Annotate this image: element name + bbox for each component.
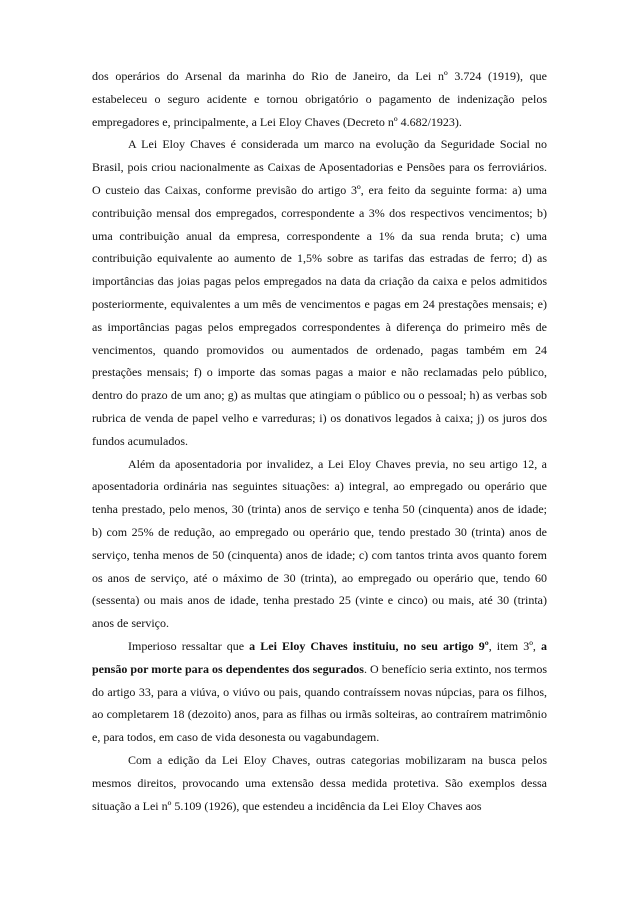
bold-text: a pensão por morte para os dependentes dos segurados xyxy=(92,638,547,676)
document-body xyxy=(92,65,547,817)
bold-text: a Lei Eloy Chaves instituiu, no seu artigo 9º xyxy=(249,638,489,653)
paragraph-text: . O benefício seria extinto, nos termos do artigo 33, para a viúva, o viúvo ou pais, quando contraíssem novas núpcias, para os filhos, ao completarem 18 (dezoito) anos, para as filhas ou irmãs solteiras, ao contraírem matrimônio e, para todos, em caso de vida desonesta ou vagabundagem. xyxy=(92,661,547,745)
paragraph-2 xyxy=(92,133,547,452)
paragraph-text: dos operários do Arsenal da marinha do Rio de Janeiro, da Lei nº 3.724 (1919), que estabeleceu o seguro acidente e tornou obrigatório o pagamento de indenização pelos empregadores e, principalmente, a Lei Eloy Chaves (Decreto nº 4.682/1923). xyxy=(92,69,547,129)
paragraph-1 xyxy=(92,65,547,133)
paragraph-5 xyxy=(92,749,547,817)
paragraph-text: Imperioso ressaltar que xyxy=(128,638,250,653)
paragraph-text: , item 3º, xyxy=(488,638,541,653)
paragraph-text: Com a edição da Lei Eloy Chaves, outras categorias mobilizaram na busca pelos mesmos direitos, provocando uma extensão dessa medida protetiva. São exemplos dessa situação a Lei nº 5.109 (1926), que estendeu a incidência da Lei Eloy Chaves aos xyxy=(92,752,547,813)
paragraph-text: A Lei Eloy Chaves é considerada um marco na evolução da Seguridade Social no Brasil, pois criou nacionalmente as Caixas de Aposentadorias e Pensões para os ferroviários. O custeio das Caixas, conforme previsão do artigo 3º, era feito da seguinte forma: a) uma contribuição mensal dos empregados, correspondente a 3% dos respectivos vencimentos; b) uma contribuição anual da empresa, correspondente a 1% da sua renda bruta; c) uma contribuição equivalente ao aumento de 1,5% sobre as tarifas das estradas de ferro; d) as importâncias das joias pagas pelos empregados na data da criação da caixa e pelos admitidos posteriormente, equivalentes a um mês de vencimentos e pagas em 24 prestações mensais; e) as importâncias pagas pelos empregados correspondentes à diferença do primeiro mês de vencimentos, quando promovidos ou aumentados de ordenado, pagas também em 24 prestações mensais; f) o importe das somas pagas a maior e não reclamadas pelo público, dentro do prazo de um ano; g) as multas que atingiam o público ou o pessoal; h) as verbas sob rubrica de venda de papel velho e varreduras; i) os donativos legados à caixa; j) os juros dos fundos acumulados. xyxy=(92,137,547,448)
paragraph-text: Além da aposentadoria por invalidez, a Lei Eloy Chaves previa, no seu artigo 12, a aposentadoria ordinária nas seguintes situações: a) integral, ao empregado ou operário que tenha prestado, pelo menos, 30 (trinta) anos de serviço e tenha 50 (cinquenta) anos de idade; b) com 25% de redução, ao empregado ou operário que, tendo prestado 30 (trinta) anos de serviço, tenha menos de 50 (cinquenta) anos de idade; c) com tantos trinta avos quanto forem os anos de serviço, até o máximo de 30 (trinta), ao empregado ou operário que, tendo 60 (sessenta) ou mais anos de idade, tenha prestado 25 (vinte e cinco) ou mais, até 30 (trinta) anos de serviço. xyxy=(92,456,547,631)
paragraph-3 xyxy=(92,453,547,635)
paragraph-4 xyxy=(92,635,547,749)
